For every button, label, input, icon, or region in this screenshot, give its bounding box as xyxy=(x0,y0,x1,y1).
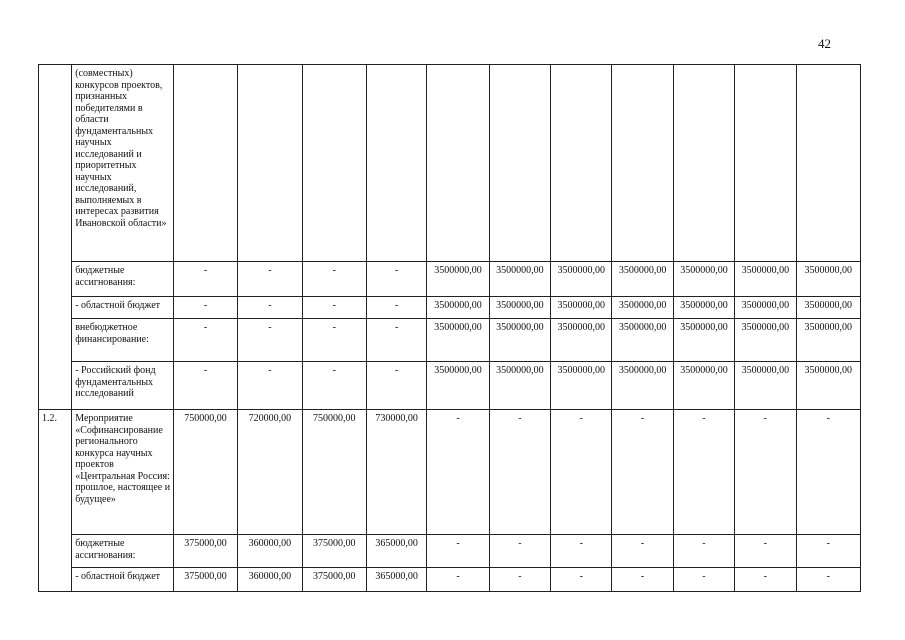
table-row xyxy=(39,319,861,362)
value-cell: - xyxy=(489,535,550,568)
value-cell: - xyxy=(427,410,489,535)
value-cell: 3500000,00 xyxy=(489,362,550,410)
table-row xyxy=(39,297,861,319)
value-cell xyxy=(238,65,302,262)
value-cell: - xyxy=(238,297,302,319)
value-cell: 750000,00 xyxy=(173,410,237,535)
value-cell: - xyxy=(238,362,302,410)
value-cell: 365000,00 xyxy=(366,568,426,592)
value-cell: 3500000,00 xyxy=(673,319,734,362)
value-cell: - xyxy=(796,535,861,568)
page-number: 42 xyxy=(818,36,831,51)
value-cell: - xyxy=(366,297,426,319)
value-cell: 3500000,00 xyxy=(427,362,489,410)
value-cell: - xyxy=(735,568,796,592)
value-cell: 365000,00 xyxy=(366,535,426,568)
value-cell xyxy=(673,65,734,262)
row-code-cell xyxy=(39,535,72,568)
value-cell xyxy=(302,65,366,262)
row-name-cell: бюджетные ассигнования: xyxy=(72,262,174,297)
value-cell: 3500000,00 xyxy=(489,319,550,362)
row-name-cell: - Российский фонд фундаментальных исследований xyxy=(72,362,174,410)
value-cell: 3500000,00 xyxy=(612,297,673,319)
value-cell: 3500000,00 xyxy=(551,319,612,362)
value-cell: 3500000,00 xyxy=(673,297,734,319)
value-cell xyxy=(612,65,673,262)
row-code-cell xyxy=(39,262,72,297)
value-cell: 3500000,00 xyxy=(735,319,796,362)
value-cell: 3500000,00 xyxy=(551,262,612,297)
row-name-cell: бюджетные ассигнования: xyxy=(72,535,174,568)
table-row xyxy=(39,568,861,592)
value-cell: - xyxy=(673,410,734,535)
value-cell: 750000,00 xyxy=(302,410,366,535)
row-code-cell xyxy=(39,297,72,319)
value-cell: 3500000,00 xyxy=(673,362,734,410)
value-cell: - xyxy=(735,535,796,568)
table-row xyxy=(39,65,861,262)
value-cell xyxy=(366,65,426,262)
table-row xyxy=(39,410,861,535)
value-cell: 3500000,00 xyxy=(735,362,796,410)
value-cell: 3500000,00 xyxy=(796,362,861,410)
value-cell: 3500000,00 xyxy=(489,297,550,319)
value-cell: 3500000,00 xyxy=(551,297,612,319)
value-cell: - xyxy=(551,535,612,568)
value-cell xyxy=(796,65,861,262)
value-cell: 3500000,00 xyxy=(612,362,673,410)
value-cell: 375000,00 xyxy=(173,568,237,592)
value-cell: 3500000,00 xyxy=(427,297,489,319)
value-cell: 3500000,00 xyxy=(489,262,550,297)
value-cell: 3500000,00 xyxy=(673,262,734,297)
value-cell: - xyxy=(612,568,673,592)
row-code-cell: 1.2. xyxy=(39,410,72,535)
value-cell: 3500000,00 xyxy=(427,319,489,362)
value-cell: - xyxy=(173,262,237,297)
value-cell xyxy=(735,65,796,262)
value-cell: 3500000,00 xyxy=(796,262,861,297)
value-cell: 375000,00 xyxy=(302,535,366,568)
value-cell: - xyxy=(796,568,861,592)
value-cell xyxy=(489,65,550,262)
value-cell: - xyxy=(238,319,302,362)
value-cell: - xyxy=(173,362,237,410)
value-cell: - xyxy=(612,410,673,535)
row-name-cell: Мероприятие «Софинансирование регионального конкурса научных проектов «Центральная Россия: прошлое, настоящее и будущее» xyxy=(72,410,174,535)
value-cell: - xyxy=(173,297,237,319)
value-cell: - xyxy=(551,568,612,592)
value-cell: 730000,00 xyxy=(366,410,426,535)
value-cell: 3500000,00 xyxy=(612,319,673,362)
table-row xyxy=(39,535,861,568)
table-row xyxy=(39,362,861,410)
value-cell: - xyxy=(427,535,489,568)
value-cell: 375000,00 xyxy=(173,535,237,568)
row-name-cell: внебюджетное финансирование: xyxy=(72,319,174,362)
value-cell: 3500000,00 xyxy=(796,297,861,319)
value-cell: - xyxy=(173,319,237,362)
value-cell: - xyxy=(673,535,734,568)
value-cell: 720000,00 xyxy=(238,410,302,535)
value-cell: - xyxy=(366,319,426,362)
value-cell xyxy=(173,65,237,262)
value-cell: 3500000,00 xyxy=(427,262,489,297)
row-name-cell: (совместных) конкурсов проектов, признанных победителями в области фундаментальных научных исследований и приоритетных научных исследований, выполняемых в интересах развития Ивановской области» xyxy=(72,65,174,262)
value-cell: 3500000,00 xyxy=(551,362,612,410)
value-cell: 3500000,00 xyxy=(612,262,673,297)
value-cell: 3500000,00 xyxy=(796,319,861,362)
value-cell: - xyxy=(366,262,426,297)
row-code-cell xyxy=(39,568,72,592)
value-cell: 3500000,00 xyxy=(735,297,796,319)
value-cell: - xyxy=(612,535,673,568)
row-code-cell xyxy=(39,362,72,410)
value-cell: - xyxy=(489,568,550,592)
value-cell: - xyxy=(302,297,366,319)
value-cell xyxy=(551,65,612,262)
value-cell: - xyxy=(238,262,302,297)
value-cell: - xyxy=(302,319,366,362)
value-cell: - xyxy=(551,410,612,535)
table-row xyxy=(39,262,861,297)
value-cell: 375000,00 xyxy=(302,568,366,592)
value-cell xyxy=(427,65,489,262)
value-cell: - xyxy=(796,410,861,535)
row-name-cell: - областной бюджет xyxy=(72,568,174,592)
value-cell: - xyxy=(489,410,550,535)
row-code-cell xyxy=(39,65,72,262)
value-cell: - xyxy=(302,362,366,410)
budget-table xyxy=(38,64,861,592)
value-cell: - xyxy=(673,568,734,592)
value-cell: - xyxy=(366,362,426,410)
value-cell: 360000,00 xyxy=(238,568,302,592)
value-cell: - xyxy=(427,568,489,592)
value-cell: 3500000,00 xyxy=(735,262,796,297)
value-cell: - xyxy=(302,262,366,297)
row-code-cell xyxy=(39,319,72,362)
row-name-cell: - областной бюджет xyxy=(72,297,174,319)
value-cell: - xyxy=(735,410,796,535)
value-cell: 360000,00 xyxy=(238,535,302,568)
